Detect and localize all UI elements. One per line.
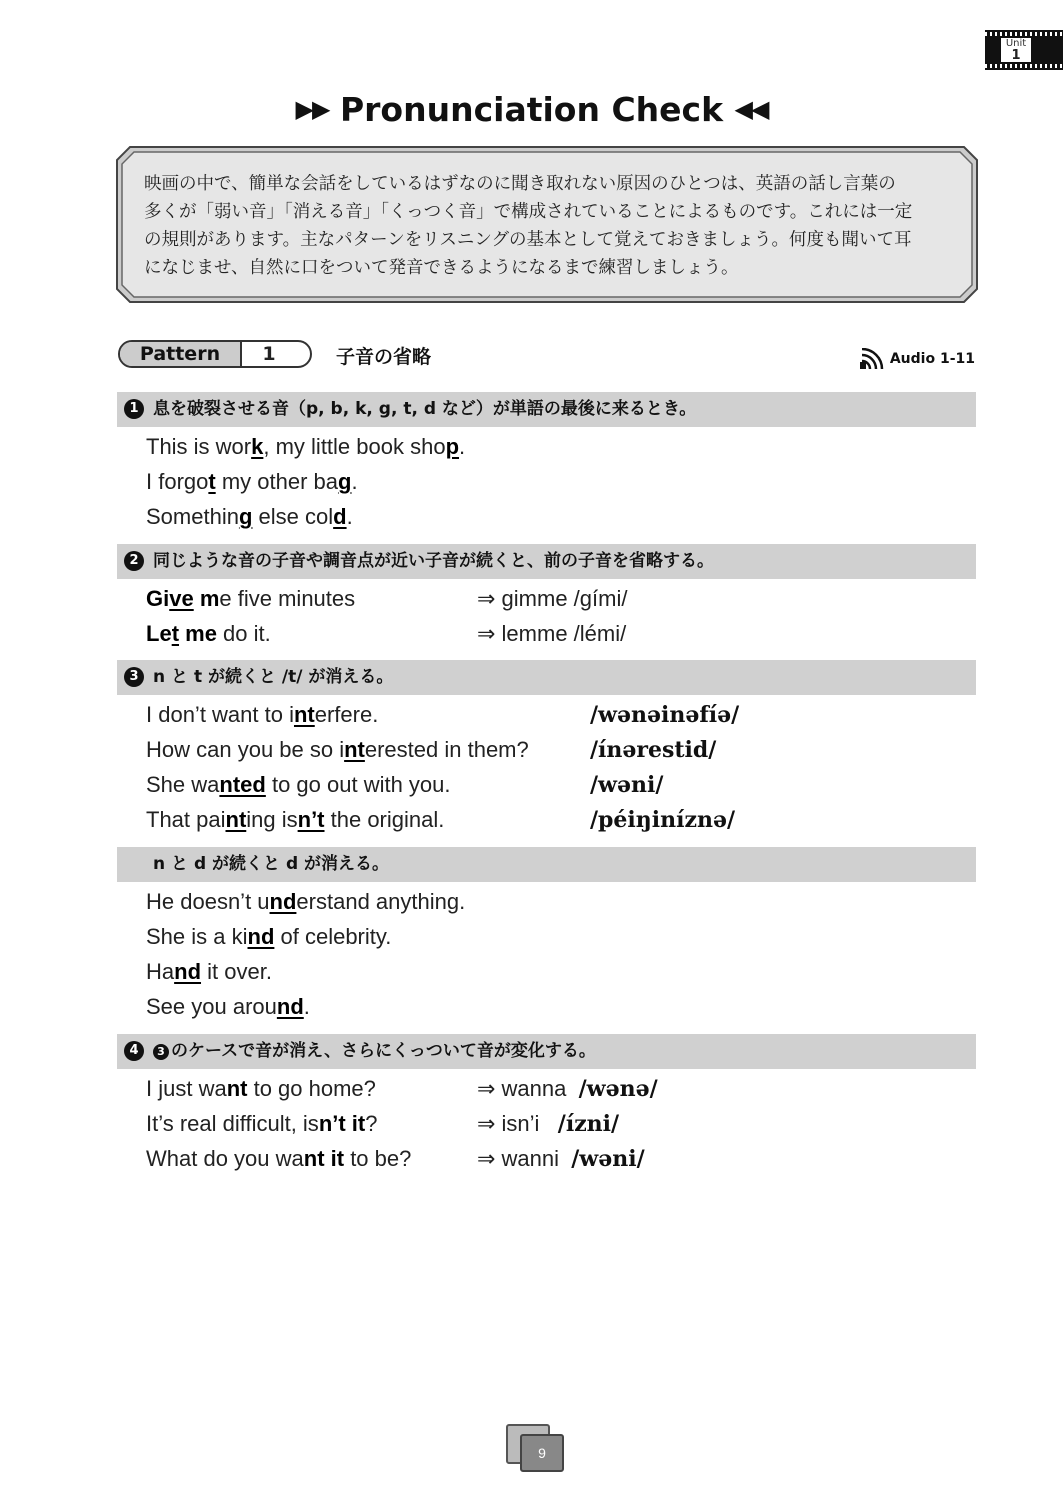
section-text: n と d が続くと d が消える。: [153, 854, 390, 874]
section-3b-header: [117, 847, 976, 882]
contraction: ⇒ wanna /wənə/: [477, 1076, 658, 1102]
section-2-header: [117, 544, 976, 579]
pattern-label: [118, 340, 312, 368]
contraction: ⇒ gimme /gími/: [477, 586, 628, 611]
unit-badge: [985, 30, 1063, 70]
example-line: I just want to go home?: [146, 1076, 376, 1101]
section-number: 4: [124, 1041, 144, 1061]
ipa-transcription: /wənəinəfíə/: [590, 702, 740, 728]
contraction: ⇒ isn’i /ízni/: [477, 1111, 620, 1137]
intro-line: 映画の中で、簡単な会話をしているはずなのに聞き取れない原因のひとつは、英語の話し言葉の: [144, 174, 896, 194]
section-text: のケースで音が消え、さらにくっついて音が変化する。: [171, 1041, 596, 1061]
audio-track[interactable]: [860, 348, 975, 370]
intro-text: [144, 170, 954, 282]
example-line: Give me five minutes: [146, 586, 356, 611]
pattern-number: 1: [262, 343, 276, 365]
page-title: [0, 90, 1063, 129]
section-text: n と t が続くと /t/ が消える。: [153, 667, 394, 687]
example-line: That painting isn’t the original.: [146, 807, 445, 832]
ipa-transcription: /wəni/: [590, 772, 664, 798]
section-1-header: [117, 392, 976, 427]
right-arrows-icon: ◀◀: [734, 95, 768, 123]
example-line: He doesn’t understand anything.: [146, 889, 466, 914]
example-line: This is work, my little book shop.: [146, 434, 466, 459]
intro-line: 多くが「弱い音」「消える音」「くっつく音」で構成されていることによるものです。これには一定: [144, 202, 913, 222]
example-line: Hand it over.: [146, 959, 272, 984]
page-number-text: 9: [520, 1434, 564, 1472]
section-4-header: [117, 1034, 976, 1069]
audio-signal-icon: [860, 348, 886, 370]
unit-label: Unit: [1005, 38, 1027, 49]
left-arrows-icon: ▶▶: [295, 95, 329, 123]
page-title-text: Pronunciation Check: [339, 90, 724, 129]
audio-label: Audio 1-11: [889, 351, 975, 367]
section-ref-number: 3: [153, 1044, 169, 1060]
unit-number: 1: [1011, 48, 1021, 63]
ipa-transcription: /péiŋiníznə/: [590, 807, 735, 833]
example-line: What do you want it to be?: [146, 1146, 412, 1171]
intro-line: の規則があります。主なパターンをリスニングの基本として覚えておきましょう。何度も聞いて耳: [144, 230, 912, 250]
ipa-transcription: /ínərestid/: [590, 737, 717, 763]
pattern-label-text: Pattern: [120, 342, 242, 366]
example-line: Let me do it.: [146, 621, 271, 646]
example-line: I forgot my other bag.: [146, 469, 358, 494]
example-line: How can you be so interested in them?: [146, 737, 529, 762]
contraction: ⇒ wanni /wəni/: [477, 1146, 645, 1172]
section-number: 3: [124, 667, 144, 687]
section-number: 2: [124, 551, 144, 571]
example-line: It’s real difficult, isn’t it?: [146, 1111, 378, 1136]
example-line: See you around.: [146, 994, 310, 1019]
page-number: [506, 1424, 566, 1472]
intro-line: になじませ、自然に口をついて発音できるようになるまで練習しましょう。: [144, 258, 739, 278]
section-text: 同じような音の子音や調音点が近い子音が続くと、前の子音を省略する。: [153, 551, 714, 571]
intro-box: [116, 146, 978, 303]
section-text: 息を破裂させる音（p, b, k, g, t, d など）が単語の最後に来るとき。: [153, 399, 697, 419]
example-line: She is a kind of celebrity.: [146, 924, 392, 949]
pattern-title: 子音の省略: [336, 346, 432, 368]
example-line: I don’t want to interfere.: [146, 702, 379, 727]
example-line: Something else cold.: [146, 504, 353, 529]
contraction: ⇒ lemme /lémi/: [477, 621, 627, 646]
section-3-header: [117, 660, 976, 695]
example-line: She wanted to go out with you.: [146, 772, 451, 797]
section-number: 1: [124, 399, 144, 419]
